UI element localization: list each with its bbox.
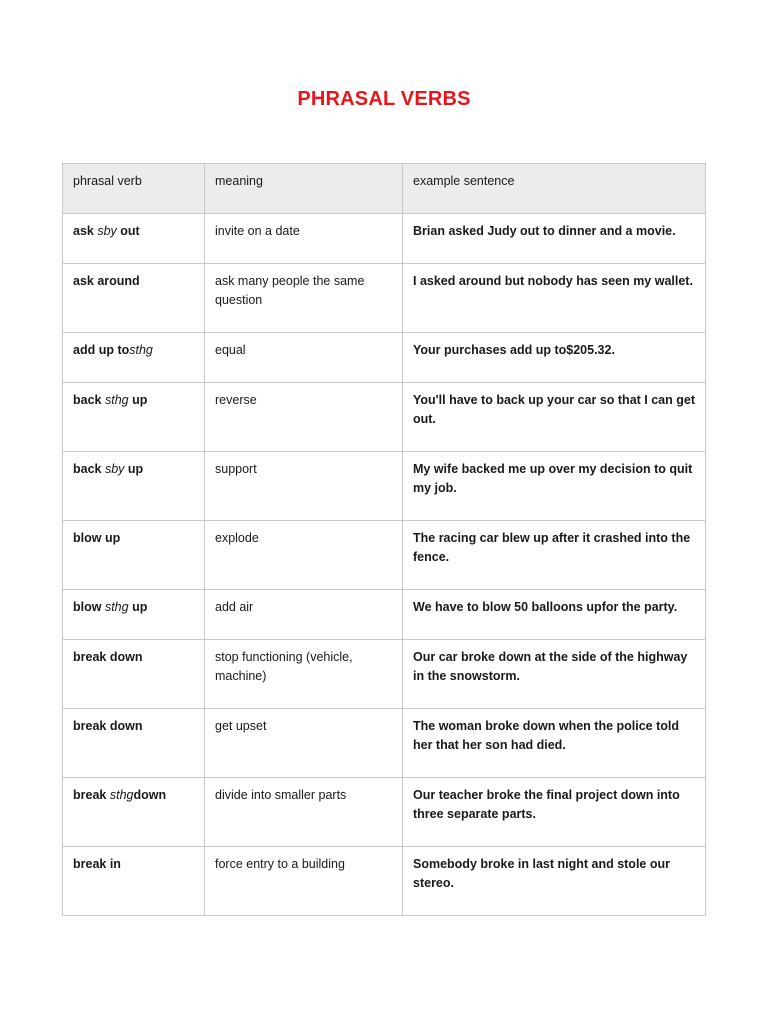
example-sentence-cell — [403, 452, 706, 521]
text-run: blow — [482, 600, 511, 614]
text-run: The woman — [413, 719, 486, 733]
text-run: the final project — [520, 788, 621, 802]
example-sentence-cell — [403, 521, 706, 590]
example-sentence-cell — [403, 333, 706, 383]
header-row — [63, 164, 706, 214]
phrasal-verb-cell — [63, 264, 205, 333]
text-run: add up to — [510, 343, 567, 357]
meaning-cell: explode — [205, 521, 403, 590]
meaning-cell: ask many people the same question — [205, 264, 403, 333]
meaning-cell: divide into smaller parts — [205, 778, 403, 847]
placeholder-word: sthg — [104, 600, 129, 614]
text-run: blow — [73, 600, 105, 614]
text-run: out — [116, 224, 140, 238]
phrasal-verb-cell — [63, 333, 205, 383]
text-run: up — [128, 393, 148, 407]
text-run: up — [124, 462, 144, 476]
text-run: ask — [73, 224, 98, 238]
text-run: asked around — [419, 274, 502, 288]
text-run: 50 balloons — [510, 600, 587, 614]
example-sentence-cell — [403, 214, 706, 264]
text-run: broke down — [460, 650, 532, 664]
text-run: Somebody — [413, 857, 481, 871]
table-row — [63, 590, 706, 640]
phrasal-verb-cell — [63, 709, 205, 778]
text-run: break down — [73, 650, 143, 664]
text-run: back up — [496, 393, 544, 407]
text-run: broke down — [485, 719, 556, 733]
phrasal-verb-cell — [63, 383, 205, 452]
text-run: out — [520, 224, 540, 238]
example-sentence-cell — [403, 264, 706, 333]
text-run: broke in — [480, 857, 529, 871]
table-row — [63, 333, 706, 383]
text-run: The racing car — [413, 531, 502, 545]
phrasal-verb-cell — [63, 590, 205, 640]
placeholder-word: sthg — [109, 788, 134, 802]
phrasal-verb-cell — [63, 778, 205, 847]
text-run: but nobody has seen my wallet. — [501, 274, 693, 288]
text-run: for the party. — [601, 600, 678, 614]
text-run: at the side of the highway in the snowstorm. — [413, 650, 688, 683]
text-run: ask around — [73, 274, 140, 288]
meaning-cell: reverse — [205, 383, 403, 452]
example-sentence-cell — [403, 709, 706, 778]
text-run: You'll have to — [413, 393, 497, 407]
text-run: blow up — [73, 531, 121, 545]
page-title: PHRASAL VERBS — [297, 88, 471, 110]
column-header-phrasal-verb: phrasal verb — [63, 164, 205, 214]
text-run: My wife — [413, 462, 462, 476]
text-run: back — [73, 462, 105, 476]
example-sentence-cell — [403, 778, 706, 847]
placeholder-word: sby — [104, 462, 125, 476]
text-run: break down — [73, 719, 143, 733]
phrasal-verb-cell — [63, 214, 205, 264]
phrasal-verb-cell — [63, 452, 205, 521]
meaning-cell: invite on a date — [205, 214, 403, 264]
table-body — [63, 214, 706, 916]
table-row — [63, 452, 706, 521]
table-row — [63, 847, 706, 916]
table-header — [63, 164, 706, 214]
text-run: asked — [448, 224, 484, 238]
text-run: Our car — [413, 650, 461, 664]
text-run: broke — [486, 788, 521, 802]
meaning-cell: equal — [205, 333, 403, 383]
column-header-example-sentence: example sentence — [403, 164, 706, 214]
phrasal-verbs-table — [62, 163, 706, 916]
text-run: blew up — [501, 531, 549, 545]
text-run: down — [620, 788, 654, 802]
meaning-cell: add air — [205, 590, 403, 640]
text-run: Judy — [483, 224, 521, 238]
table-row — [63, 778, 706, 847]
text-run: Brian — [413, 224, 449, 238]
table-row — [63, 264, 706, 333]
meaning-cell: support — [205, 452, 403, 521]
table-row — [63, 383, 706, 452]
placeholder-word: sby — [97, 224, 117, 238]
meaning-cell: force entry to a building — [205, 847, 403, 916]
text-run: into three separate parts. — [413, 788, 680, 821]
text-run: up — [586, 600, 602, 614]
text-run: I — [413, 274, 420, 288]
phrasal-verb-cell — [63, 847, 205, 916]
meaning-cell: get upset — [205, 709, 403, 778]
text-run: break in — [73, 857, 121, 871]
text-run: Your purchases — [413, 343, 511, 357]
column-header-meaning: meaning — [205, 164, 403, 214]
text-run: We have to — [413, 600, 483, 614]
text-run: add up to — [73, 343, 130, 357]
text-run: when the police told her that her son had died. — [413, 719, 680, 752]
text-run: Our teacher — [413, 788, 487, 802]
example-sentence-cell — [403, 640, 706, 709]
phrasal-verb-cell — [63, 521, 205, 590]
text-run: up — [128, 600, 148, 614]
text-run: back — [73, 393, 105, 407]
text-run: last night and stole our stereo. — [413, 857, 670, 890]
table-row — [63, 709, 706, 778]
placeholder-word: sthg — [129, 343, 153, 357]
placeholder-word: sthg — [104, 393, 129, 407]
example-sentence-cell — [403, 590, 706, 640]
text-run: over my decision to quit my job. — [413, 462, 693, 495]
text-run: $205.32. — [566, 343, 615, 357]
text-run: down — [133, 788, 167, 802]
example-sentence-cell — [403, 847, 706, 916]
meaning-cell: stop functioning (vehicle, machine) — [205, 640, 403, 709]
example-sentence-cell — [403, 383, 706, 452]
text-run: backed me up — [461, 462, 545, 476]
text-run: to dinner and a movie. — [539, 224, 676, 238]
table-row — [63, 640, 706, 709]
table-row — [63, 521, 706, 590]
phrasal-verb-cell — [63, 640, 205, 709]
text-run: after it crashed into the fence. — [413, 531, 691, 564]
text-run: your car so that I can get out. — [413, 393, 695, 426]
text-run: break — [73, 788, 110, 802]
table-row — [63, 214, 706, 264]
